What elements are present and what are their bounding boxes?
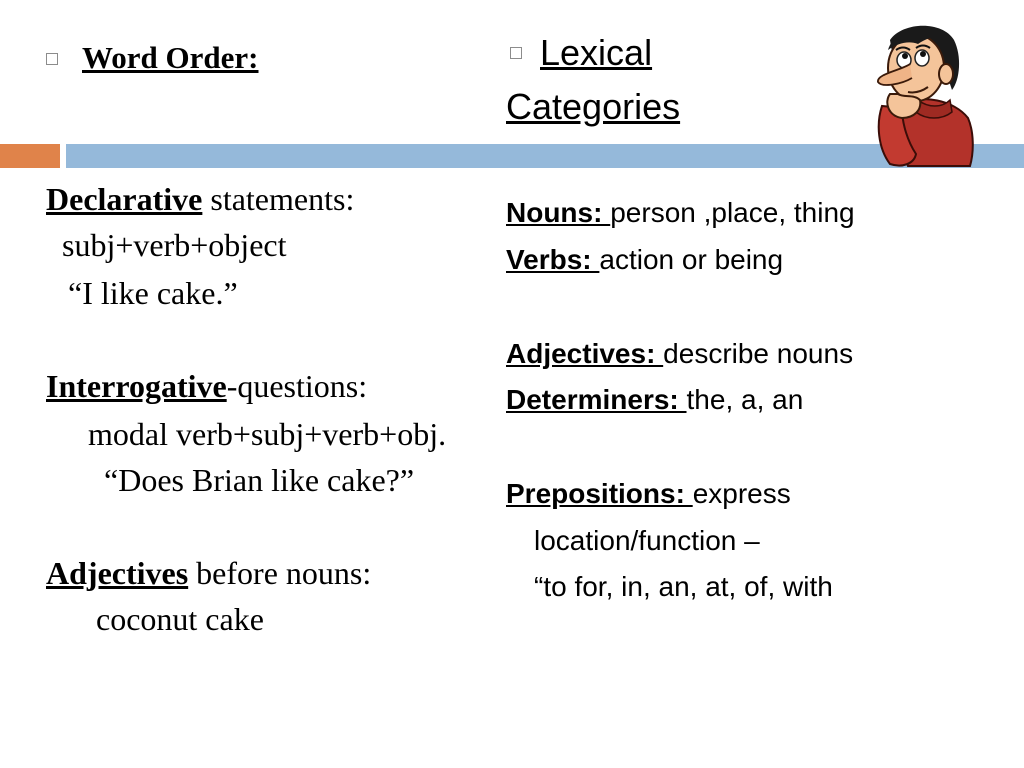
category-item-nouns (506, 197, 855, 229)
adjectives-example: coconut cake (96, 601, 264, 637)
category-desc: express (692, 478, 791, 509)
category-item-determiners (506, 384, 803, 416)
thinking-man-clipart (862, 20, 974, 170)
category-term: Nouns: (506, 197, 611, 228)
square-bullet-icon (510, 47, 522, 59)
category-item-prepositions (506, 478, 791, 510)
interrogative-line (46, 368, 367, 404)
prepositions-examples: “to for, in, an, at, of, with (534, 571, 833, 602)
lexical-heading-line1: Lexical (540, 32, 653, 73)
interrogative-term: Interrogative (46, 368, 227, 404)
lexical-heading-line2: Categories (506, 86, 681, 127)
declarative-pattern: subj+verb+object (62, 227, 287, 263)
category-desc: action or being (599, 244, 784, 275)
category-term: Verbs: (506, 244, 600, 275)
adjectives-rest: before nouns: (188, 555, 372, 591)
category-item-adjectives (506, 338, 853, 370)
square-bullet-icon (46, 53, 58, 65)
prepositions-continuation: location/function – (534, 525, 760, 556)
word-order-heading: Word Order: (82, 40, 259, 75)
category-term: Prepositions: (506, 478, 693, 509)
category-term: Adjectives: (506, 338, 664, 369)
declarative-rest: statements: (202, 181, 355, 217)
interrogative-rest: -questions: (226, 368, 368, 404)
category-item-verbs (506, 244, 783, 276)
interrogative-example: “Does Brian like cake?” (104, 462, 415, 498)
adjectives-term: Adjectives (46, 555, 189, 591)
category-term: Determiners: (506, 384, 687, 415)
declarative-example: “I like cake.” (68, 275, 238, 311)
declarative-line (46, 181, 354, 217)
interrogative-pattern: modal verb+subj+verb+obj. (88, 416, 447, 452)
category-desc: describe nouns (663, 338, 854, 369)
category-desc: the, a, an (686, 384, 804, 415)
declarative-term: Declarative (46, 181, 203, 217)
adjectives-line (46, 555, 371, 591)
accent-bar-orange (0, 144, 60, 168)
category-desc: person ,place, thing (610, 197, 855, 228)
thinking-man-illustration (862, 20, 974, 170)
